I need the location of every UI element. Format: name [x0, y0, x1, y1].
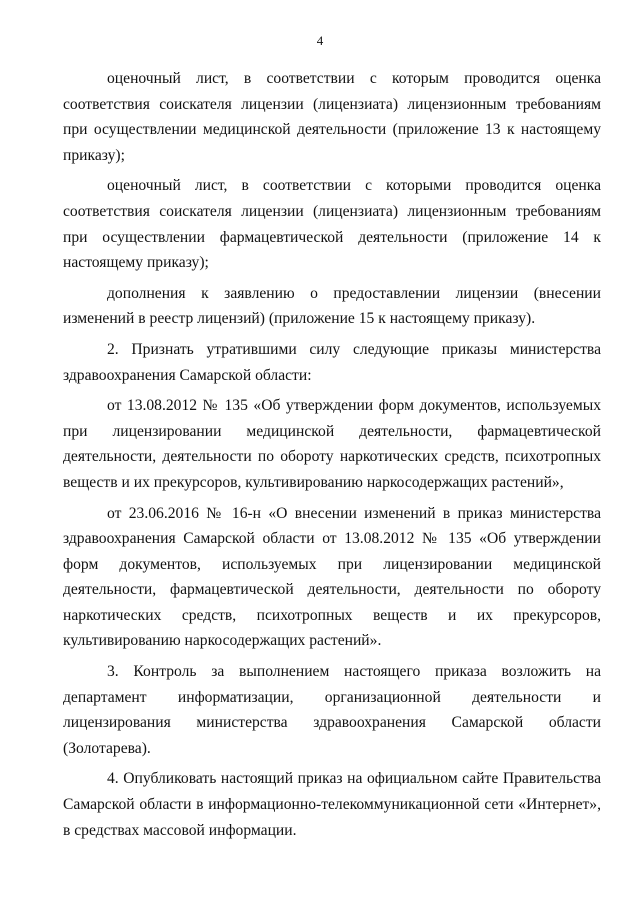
paragraph-application-supplement: дополнения к заявлению о предоставлении лицензии (внесении изменений в реестр лицензий) (приложение 15 к настоящему приказу).	[63, 284, 601, 328]
page-number: 4	[316, 33, 324, 48]
paragraph-evaluation-sheet-pharma: оценочный лист, в соответствии с которыми проводится оценка соответствия соискателя лицензии (лицензиата) лицензионным требованиям при осуществлении фармацевтической деятельности (приложение 14 к настоящему приказу);	[63, 177, 601, 272]
document-body	[63, 66, 601, 848]
paragraph-item-2: 2. Признать утратившими силу следующие приказы министерства здравоохранения Самарской области:	[63, 340, 601, 384]
paragraph-order-135: от 13.08.2012 № 135 «Об утверждении форм документов, используемых при лицензировании медицинской деятельности, фармацевтической деятельности, деятельности по обороту наркотических средств, психотропных веществ и их прекурсоров, культивированию наркосодержащих растений»,	[63, 397, 601, 491]
paragraph-item-3: 3. Контроль за выполнением настоящего приказа возложить на департамент информатизации, организационной деятельности и лицензирования министерства здравоохранения Самарской области (Золотарева).	[63, 663, 601, 757]
paragraph-order-16n: от 23.06.2016 № 16-н «О внесении изменений в приказ министерства здравоохранения Самарской области от 13.08.2012 № 135 «Об утверждении форм документов, используемых при лицензировании медицинской деятельности, фармацевтической деятельности, деятельности по обороту наркотических средств, психотропных веществ и их прекурсоров, культивированию наркосодержащих растений».	[63, 504, 601, 650]
paragraph-evaluation-sheet-medical: оценочный лист, в соответствии с которым проводится оценка соответствия соискателя лицензии (лицензиата) лицензионным требованиям при осуществлении медицинской деятельности (приложение 13 к настоящему приказу);	[63, 70, 601, 164]
paragraph-item-4: 4. Опубликовать настоящий приказ на официальном сайте Правительства Самарской области в информационно-телекоммуникационной сети «Интернет», в средствах массовой информации.	[63, 770, 601, 839]
